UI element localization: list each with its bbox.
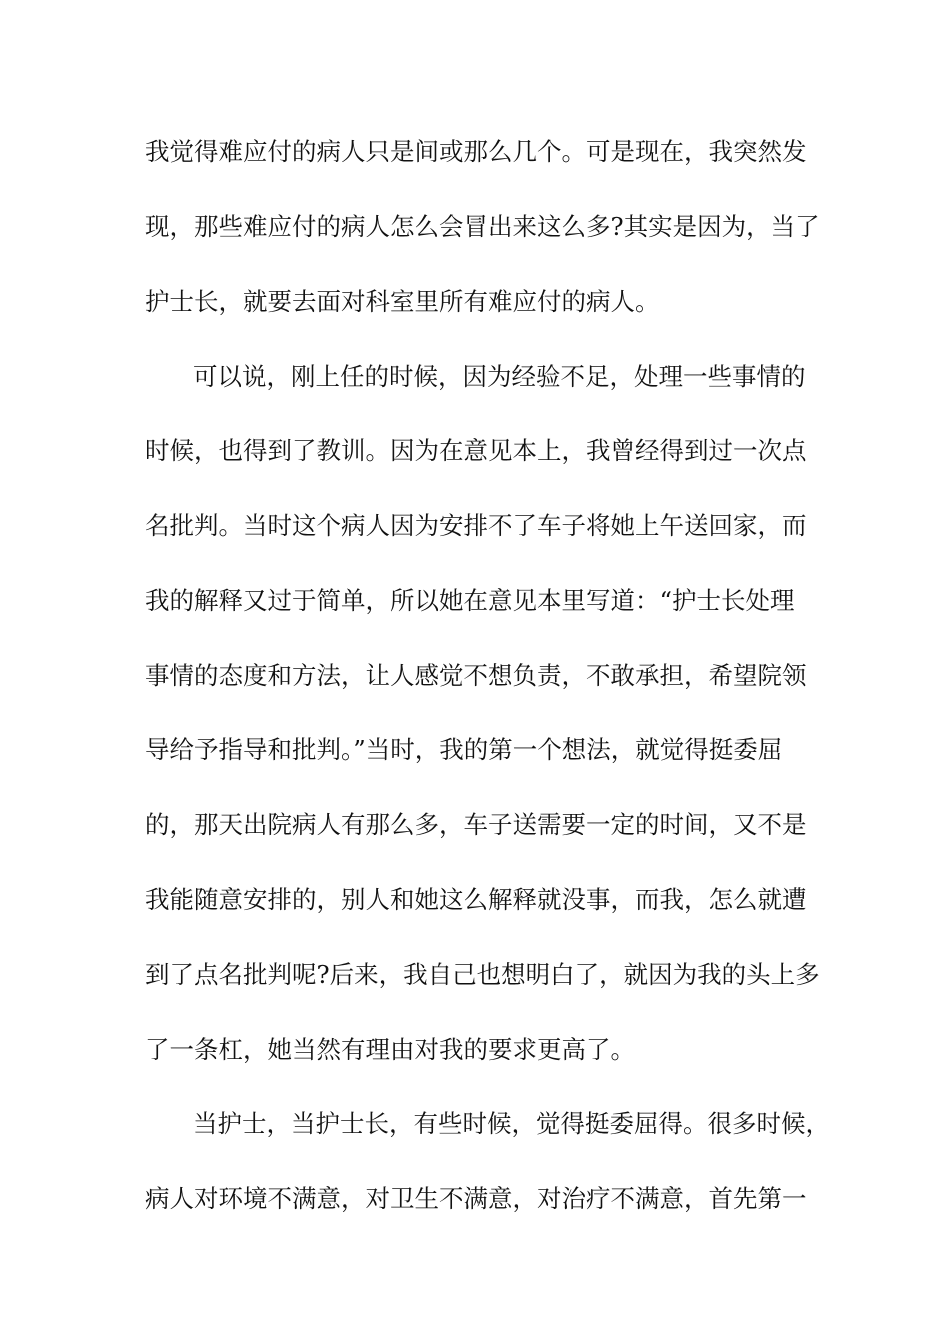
text-line: 我觉得难应付的病人只是间或那么几个。可是现在，我突然发 [145,137,807,166]
text-line: 了一条杠，她当然有理由对我的要求更高了。 [145,1035,635,1064]
text-line: 现，那些难应付的病人怎么会冒出来这么多?其实是因为，当了 [145,212,820,241]
text-line: 导给予指导和批判。”当时，我的第一个想法，就觉得挺委屈 [145,735,783,764]
text-line: 到了点名批判呢?后来，我自己也想明白了，就因为我的头上多 [145,960,820,989]
paragraph-start-line: 当护士，当护士长，有些时候，觉得挺委屈得。很多时候， [193,1109,830,1138]
text-line: 的，那天出院病人有那么多，车子送需要一定的时间，又不是 [145,810,807,839]
text-line: 病人对环境不满意，对卫生不满意，对治疗不满意，首先第一 [145,1184,807,1213]
text-line: 我的解释又过于简单，所以她在意见本里写道：“护士长处理 [145,586,795,615]
text-line: 事情的态度和方法，让人感觉不想负责，不敢承担，希望院领 [145,661,807,690]
text-line: 护士长，就要去面对科室里所有难应付的病人。 [145,287,660,316]
paragraph-start-line: 可以说，刚上任的时候，因为经验不足，处理一些事情的 [193,362,806,391]
text-line: 我能随意安排的，别人和她这么解释就没事，而我，怎么就遭 [145,885,807,914]
text-line: 名批判。当时这个病人因为安排不了车子将她上午送回家，而 [145,511,807,540]
text-line: 时候，也得到了教训。因为在意见本上，我曾经得到过一次点 [145,436,807,465]
